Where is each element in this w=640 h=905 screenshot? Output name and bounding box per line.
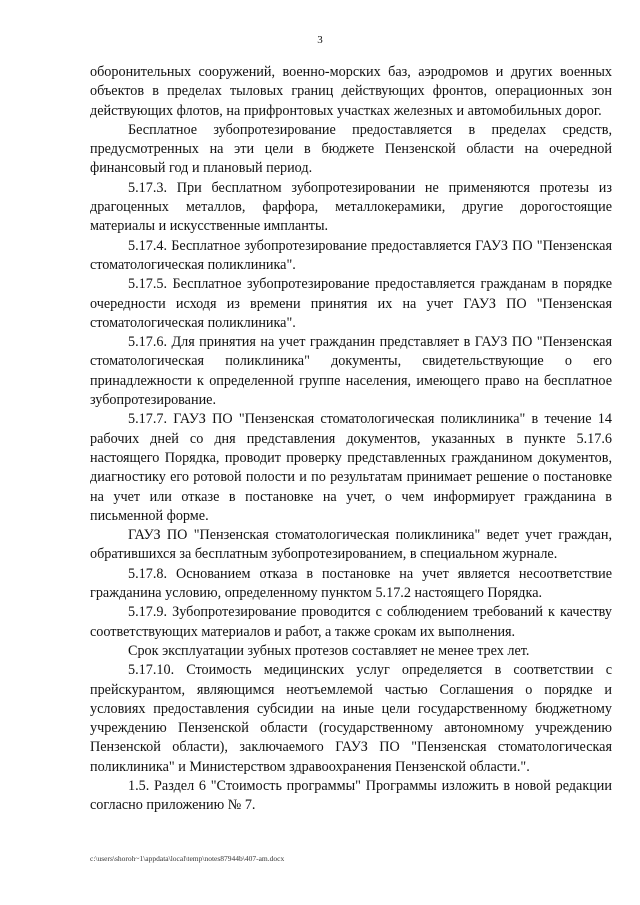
paragraph-registry-journal: ГАУЗ ПО "Пензенская стоматологическая поликлиника" ведет учет граждан, обратившихся за бесплатным зубопротезированием, в специальном журнале. bbox=[90, 527, 612, 563]
paragraph-5-17-3: 5.17.3. При бесплатном зубопротезировании не применяются протезы из драгоценных металлов, фарфора, металлокерамики, другие дорогостоящие материалы и искусственные импланты. bbox=[90, 179, 612, 235]
paragraph-continuation: оборонительных сооружений, военно-морских баз, аэродромов и других военных объектов в пределах тыловых границ действующих фронтов, операционных зон действующих флотов, на прифронтовых участках железных и автомобильных дорог. bbox=[90, 64, 612, 119]
paragraph-5-17-9: 5.17.9. Зубопротезирование проводится с соблюдением требований к качеству соответствующих материалов и работ, а также срокам их выполнения. bbox=[90, 604, 612, 640]
paragraph-5-17-4: 5.17.4. Бесплатное зубопротезирование предоставляется ГАУЗ ПО "Пензенская стоматологическая поликлиника". bbox=[90, 237, 612, 273]
paragraph-prosthesis-lifetime: Срок эксплуатации зубных протезов составляет не менее трех лет. bbox=[128, 642, 530, 659]
paragraph-5-17-10: 5.17.10. Стоимость медицинских услуг определяется в соответствии с прейскурантом, являющимся неотъемлемой частью Соглашения о порядке и условиях предоставления субсидии на иные цели государственному бюджетному учреждению Пензенской области (государственному автономному учреждению Пензенской области), заключаемого ГАУЗ ПО "Пензенская стоматологическая поликлиника" и Министерством здравоохранения Пензенской области.". bbox=[90, 662, 612, 775]
document-body bbox=[90, 63, 612, 816]
paragraph-5-17-5: 5.17.5. Бесплатное зубопротезирование предоставляется гражданам в порядке очередности исходя из времени принятия их на учет ГАУЗ ПО "Пензенская стоматологическая поликлиника". bbox=[90, 276, 612, 331]
paragraph-5-17-8: 5.17.8. Основанием отказа в постановке на учет является несоответствие гражданина условию, определенному пунктом 5.17.2 настоящего Порядка. bbox=[90, 565, 612, 602]
paragraph-free-prosthetics-funding: Бесплатное зубопротезирование предоставляется в пределах средств, предусмотренных на эти цели в бюджете Пензенской области на очередной финансовый год и плановый период. bbox=[90, 121, 612, 177]
page-number: 3 bbox=[317, 34, 323, 46]
paragraph-1-5: 1.5. Раздел 6 "Стоимость программы" Программы изложить в новой редакции согласно приложению № 7. bbox=[90, 777, 612, 814]
footer-file-path: c:\users\shoroh~1\appdata\local\temp\notes87944b\407-am.docx bbox=[90, 854, 285, 863]
paragraph-5-17-7: 5.17.7. ГАУЗ ПО "Пензенская стоматологическая поликлиника" в течение 14 рабочих дней со дня представления документов, указанных в пункте 5.17.6 настоящего Порядка, проводит проверку представленных гражданином документов, диагностику его ротовой полости и по результатам принимает решение о постановке на учет или отказе в постановке на учет, о чем информирует гражданина в письменной форме. bbox=[90, 411, 612, 524]
paragraph-5-17-6: 5.17.6. Для принятия на учет гражданин представляет в ГАУЗ ПО "Пензенская стоматологическая поликлиника" документы, свидетельствующие о его принадлежности к определенной группе населения, имеющего право на бесплатное зубопротезирование. bbox=[90, 334, 612, 409]
